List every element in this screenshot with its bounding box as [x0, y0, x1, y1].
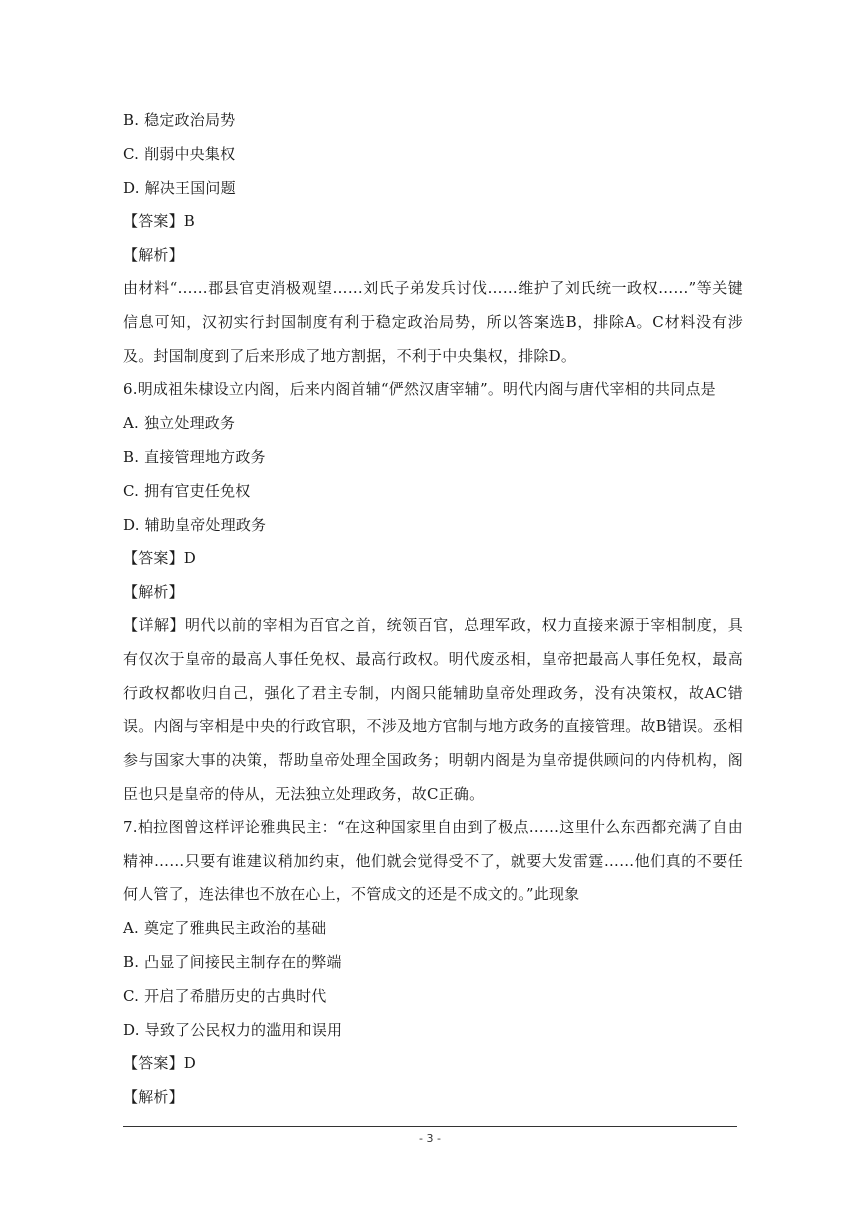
q6-analysis-heading: 【解析】 — [123, 583, 184, 602]
q5-option-b: B. 稳定政治局势 — [123, 111, 236, 129]
q7-option-d: D. 导致了公民权力的滥用和误用 — [123, 1020, 343, 1039]
q7-stem: 7.柏拉图曾这样评论雅典民主：“在这种国家里自由到了极点……这里什么东西都充满了自由精神……只要有谁建议稍加约束，他们就会觉得受不了，就要大发雷霆……他们真的不要任何人管了，连法律也不放在心上，不管成文的还是不成文的。”此现象 — [123, 817, 743, 904]
q6-option-d: D. 辅助皇帝处理政务 — [123, 515, 267, 534]
q6-option-a: A. 独立处理政务 — [123, 414, 236, 433]
q5-analysis-text: 由材料“……郡县官吏消极观望……刘氏子弟发兵讨伐……维护了刘氏统一政权……”等关键信息可知，汉初实行封国制度有利于稳定政治局势，所以答案选B，排除A。C材料没有涉及。封国制度到了后来形成了地方割据，不利于中央集权，排除D。 — [123, 278, 743, 365]
page-content — [123, 108, 743, 1119]
q6-answer: 【答案】D — [123, 549, 197, 568]
q6-option-c: C. 拥有官吏任免权 — [123, 481, 251, 500]
q5-analysis-heading: 【解析】 — [123, 246, 184, 265]
q6-analysis-text: 【详解】明代以前的宰相为百官之首，统领百官，总理军政，权力直接来源于宰相制度，具有仅次于皇帝的最高人事任免权、最高行政权。明代废丞相，皇帝把最高人事任免权，最高行政权都收归自己，强化了君主专制，内阁只能辅助皇帝处理政务，没有决策权，故AC错误。内阁与宰相是中央的行政官职，不涉及地方官制与地方政务的直接管理。故B错误。丞相参与国家大事的决策，帮助皇帝处理全国政务；明朝内阁是为皇帝提供顾问的内侍机构，阁臣也只是皇帝的侍从，无法独立处理政务，故C正确。 — [123, 615, 743, 803]
q7-option-c: C. 开启了希腊历史的古典时代 — [123, 986, 327, 1005]
q5-option-c: C. 削弱中央集权 — [123, 144, 236, 163]
q6-option-b: B. 直接管理地方政务 — [123, 447, 266, 466]
q5-option-d: D. 解决王国问题 — [123, 178, 236, 197]
page-number: - 3 - — [419, 1132, 441, 1145]
q7-analysis-heading: 【解析】 — [123, 1088, 184, 1107]
q7-option-b: B. 凸显了间接民主制存在的弊端 — [123, 952, 342, 971]
q6-stem: 6.明成祖朱棣设立内阁，后来内阁首辅“俨然汉唐宰辅”。明代内阁与唐代宰相的共同点是 — [123, 380, 716, 399]
footer-divider — [123, 1126, 737, 1127]
q7-answer: 【答案】D — [123, 1054, 197, 1073]
q5-answer: 【答案】B — [123, 212, 196, 231]
q7-option-a: A. 奠定了雅典民主政治的基础 — [123, 919, 327, 938]
